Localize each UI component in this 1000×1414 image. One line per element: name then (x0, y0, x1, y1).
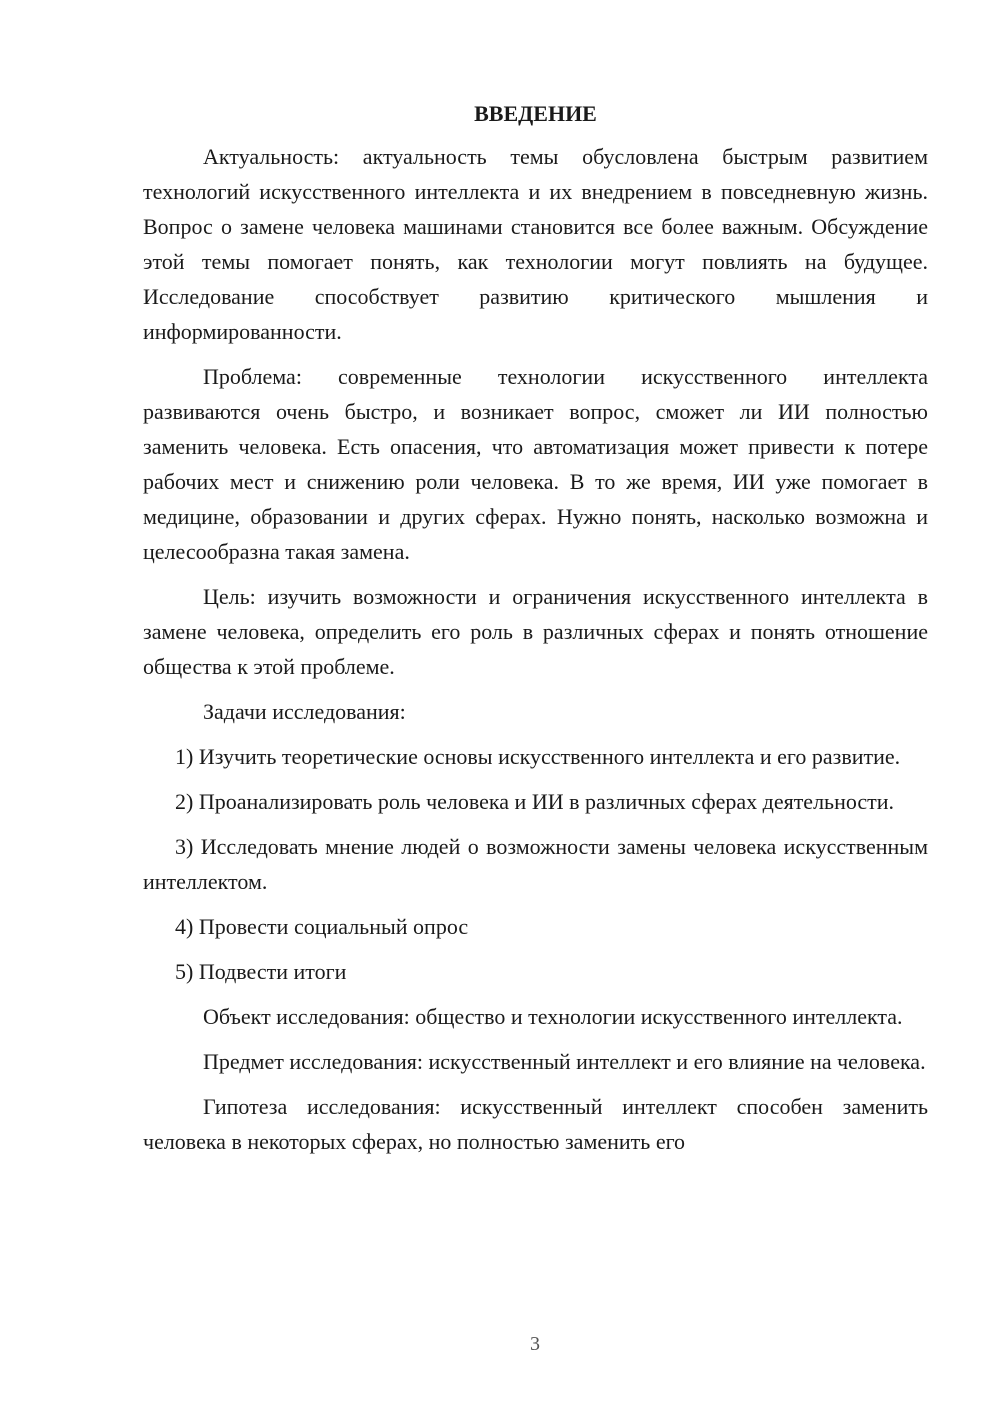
task-item-3: 3) Исследовать мнение людей о возможности замены человека искусственным интеллектом. (143, 834, 928, 894)
task-item-2: 2) Проанализировать роль человека и ИИ в различных сферах деятельности. (175, 789, 895, 814)
document-page (143, 96, 928, 1169)
paragraph-hypothesis: Гипотеза исследования: искусственный интеллект способен заменить человека в некоторых сферах, но полностью заменить его (143, 1094, 928, 1154)
page-number: 3 (530, 1333, 540, 1355)
task-item-5: 5) Подвести итоги (175, 959, 347, 984)
task-item-1: 1) Изучить теоретические основы искусственного интеллекта и его развитие. (175, 744, 901, 769)
paragraph-relevance: Актуальность: актуальность темы обусловлена быстрым развитием технологий искусственного интеллекта и их внедрением в повседневную жизнь. Вопрос о замене человека машинами становится все более важным. Обсуждение этой темы помогает понять, как технологии могут повлиять на будущее. Исследование способствует развитию критического мышления и информированности. (143, 144, 928, 344)
task-item-4: 4) Провести социальный опрос (175, 914, 469, 939)
page-title: ВВЕДЕНИЕ (474, 101, 597, 126)
paragraph-subject: Предмет исследования: искусственный интеллект и его влияние на человека. (203, 1049, 926, 1074)
paragraph-problem: Проблема: современные технологии искусственного интеллекта развиваются очень быстро, и возникает вопрос, сможет ли ИИ полностью заменить человека. Есть опасения, что автоматизация может привести к потере рабочих мест и снижению роли человека. В то же время, ИИ уже помогает в медицине, образовании и других сферах. Нужно понять, насколько возможна и целесообразна такая замена. (143, 364, 928, 564)
paragraph-goal: Цель: изучить возможности и ограничения искусственного интеллекта в замене человека, определить его роль в различных сферах и понять отношение общества к этой проблеме. (143, 584, 928, 679)
tasks-heading: Задачи исследования: (203, 699, 406, 724)
paragraph-object: Объект исследования: общество и технологии искусственного интеллекта. (203, 1004, 903, 1029)
